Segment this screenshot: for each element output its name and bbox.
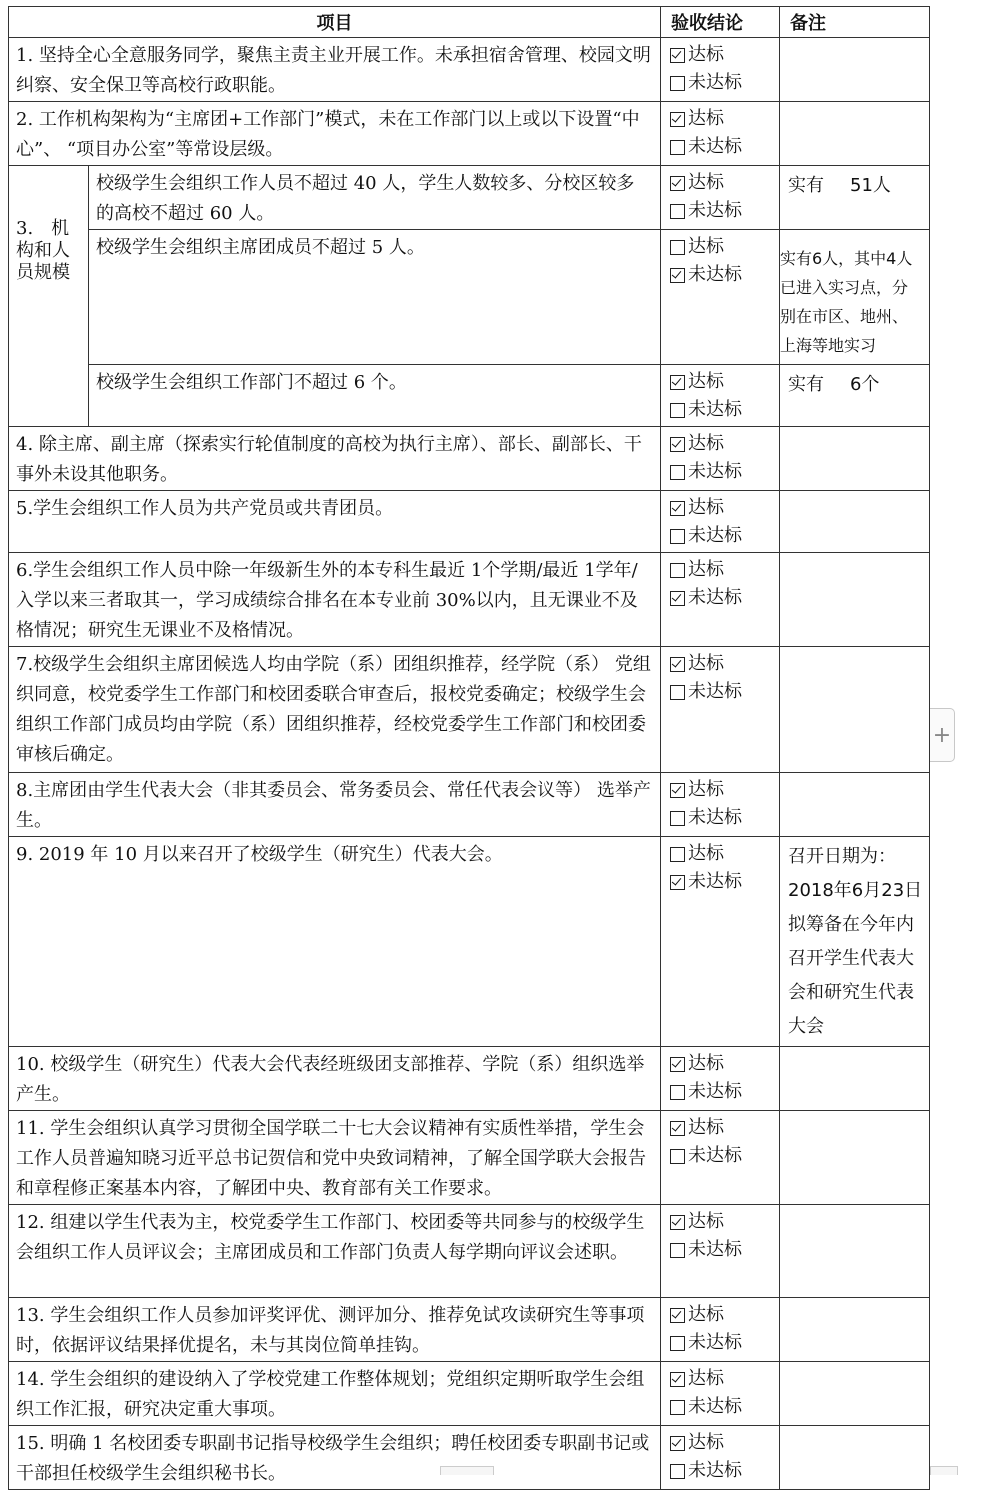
empty-box-icon[interactable]: [670, 1336, 685, 1351]
table-row: [9, 1426, 930, 1490]
checkbox-label: 未达标: [688, 136, 742, 157]
checked-box-icon[interactable]: [670, 1372, 685, 1387]
checkbox-fail[interactable]: [670, 1329, 779, 1357]
checkbox-fail[interactable]: [670, 69, 779, 97]
checkbox-label: 达标: [688, 1117, 724, 1138]
empty-box-icon[interactable]: [670, 140, 685, 155]
empty-box-icon[interactable]: [670, 76, 685, 91]
result-cell: [661, 230, 780, 365]
checkbox-pass[interactable]: [670, 105, 779, 133]
result-cell: [661, 38, 780, 102]
checkbox-pass[interactable]: [670, 1050, 779, 1078]
checkbox-fail[interactable]: [670, 1393, 779, 1421]
checkbox-label: 未达标: [688, 461, 742, 482]
table-row: [9, 837, 930, 1047]
checked-box-icon[interactable]: [670, 1215, 685, 1230]
note-row: [788, 169, 925, 203]
checkbox-fail[interactable]: [670, 261, 779, 289]
checkbox-label: 达标: [688, 653, 724, 674]
checkbox-label: 未达标: [688, 1239, 742, 1260]
item-text: 校级学生会组织主席团成员不超过 5 人。: [89, 230, 661, 365]
note-cell: [780, 1298, 930, 1362]
empty-box-icon[interactable]: [670, 240, 685, 255]
empty-box-icon[interactable]: [670, 465, 685, 480]
item-text: 15. 明确 1 名校团委专职副书记指导校级学生会组织；聘任校团委专职副书记或干部担任校级学生会组织秘书长。: [9, 1426, 661, 1490]
note-cell: [780, 1205, 930, 1298]
result-cell: [661, 837, 780, 1047]
checked-box-icon[interactable]: [670, 48, 685, 63]
result-cell: [661, 491, 780, 553]
checkbox-pass[interactable]: [670, 1301, 779, 1329]
checkbox-pass[interactable]: [670, 1208, 779, 1236]
table-row: [9, 491, 930, 553]
result-cell: [661, 1362, 780, 1426]
checkbox-pass[interactable]: [670, 1365, 779, 1393]
checked-box-icon[interactable]: [670, 176, 685, 191]
result-cell: [661, 166, 780, 230]
table-row: [9, 1111, 930, 1205]
checked-box-icon[interactable]: [670, 875, 685, 890]
checkbox-label: 达标: [688, 236, 724, 257]
note-line: 2018年6月23日: [788, 880, 923, 901]
empty-box-icon[interactable]: [670, 685, 685, 700]
checkbox-label: 达标: [688, 1368, 724, 1389]
note-cell: [780, 427, 930, 491]
checkbox-label: 达标: [688, 108, 724, 129]
note-line: 大会: [788, 1016, 824, 1037]
checkbox-fail[interactable]: [670, 133, 779, 161]
category-cell: 3. 机构和人员规模: [9, 166, 89, 427]
checkbox-label: 达标: [688, 843, 724, 864]
item-text: 7.校级学生会组织主席团候选人均由学院（系）团组织推荐，经学院（系） 党组织同意，校党委学生工作部门和校团委联合审查后，报校党委确定；校级学生会组织工作部门成员均由学院（系）团组织推荐，经校党委学生工作部门和校团委审核后确定。: [9, 647, 661, 773]
item-text: 6.学生会组织工作人员中除一年级新生外的本专科生最近 1个学期/最近 1学年/入学以来三者取其一，学习成绩综合排名在本专业前 30%以内，且无课业不及格情况；研究生无课业不及格情况。: [9, 553, 661, 647]
note-cell: [780, 553, 930, 647]
table-row: [9, 553, 930, 647]
checked-box-icon[interactable]: [670, 268, 685, 283]
checkbox-pass[interactable]: [670, 494, 779, 522]
checkbox-pass[interactable]: [670, 1429, 779, 1457]
table-row: [9, 102, 930, 166]
checkbox-pass[interactable]: [670, 368, 779, 396]
checkbox-fail[interactable]: [670, 458, 779, 486]
checkbox-fail[interactable]: [670, 197, 779, 225]
empty-box-icon[interactable]: [670, 847, 685, 862]
note-cell: [780, 647, 930, 773]
checkbox-label: 达标: [688, 559, 724, 580]
checkbox-pass[interactable]: [670, 840, 779, 868]
empty-box-icon[interactable]: [670, 1243, 685, 1258]
empty-box-icon[interactable]: [670, 204, 685, 219]
header-item: 项目: [9, 7, 661, 38]
checkbox-label: 达标: [688, 44, 724, 65]
note-line: 上海等地实习: [780, 336, 877, 355]
checkbox-label: 未达标: [688, 399, 742, 420]
result-cell: [661, 1111, 780, 1205]
item-text: 1. 坚持全心全意服务同学，聚焦主责主业开展工作。未承担宿舍管理、校园文明纠察、安全保卫等高校行政职能。: [9, 38, 661, 102]
checkbox-fail[interactable]: [670, 1457, 779, 1485]
checkbox-pass[interactable]: [670, 169, 779, 197]
checkbox-label: 未达标: [688, 264, 742, 285]
checkbox-label: 未达标: [688, 525, 742, 546]
result-cell: [661, 553, 780, 647]
checkbox-label: 达标: [688, 172, 724, 193]
note-line: 拟筹备在今年内: [788, 914, 914, 935]
checkbox-label: 达标: [688, 1053, 724, 1074]
note-cell: [780, 837, 930, 1047]
note-cell: [780, 491, 930, 553]
item-text: 9. 2019 年 10 月以来召开了校级学生（研究生）代表大会。: [9, 837, 661, 1047]
checkbox-label: 未达标: [688, 1460, 742, 1481]
result-cell: [661, 102, 780, 166]
empty-box-icon[interactable]: [670, 1149, 685, 1164]
checked-box-icon[interactable]: [670, 1308, 685, 1323]
note-cell: [780, 1426, 930, 1490]
result-cell: [661, 1298, 780, 1362]
table-row: [9, 166, 930, 230]
note-cell: [780, 230, 930, 365]
note-line: 实有6人，其中4人: [780, 249, 913, 268]
empty-box-icon[interactable]: [670, 403, 685, 418]
checkbox-label: 达标: [688, 433, 724, 454]
table-row: [9, 1047, 930, 1111]
checkbox-label: 未达标: [688, 807, 742, 828]
header-result: 验收结论: [661, 7, 780, 38]
checkbox-label: 未达标: [688, 1081, 742, 1102]
result-cell: [661, 1047, 780, 1111]
checkbox-pass[interactable]: [670, 556, 779, 584]
checked-box-icon[interactable]: [670, 657, 685, 672]
checkbox-pass[interactable]: [670, 430, 779, 458]
table-row: [9, 1362, 930, 1426]
header-row: [9, 7, 930, 38]
note-cell: [780, 166, 930, 230]
checkbox-label: 未达标: [688, 587, 742, 608]
empty-box-icon[interactable]: [670, 1464, 685, 1479]
note-cell: [780, 773, 930, 837]
acceptance-table: [8, 6, 930, 1490]
checkbox-fail[interactable]: [670, 1078, 779, 1106]
checkbox-label: 未达标: [688, 72, 742, 93]
table-row: [9, 230, 930, 365]
note-cell: [780, 102, 930, 166]
checkbox-pass[interactable]: [670, 41, 779, 69]
checked-box-icon[interactable]: [670, 501, 685, 516]
empty-box-icon[interactable]: [670, 1400, 685, 1415]
note-value: 51人: [850, 175, 891, 196]
note-value: 6个: [850, 374, 880, 395]
table-row: [9, 1205, 930, 1298]
checked-box-icon[interactable]: [670, 1057, 685, 1072]
note-line: 召开学生代表大: [788, 948, 914, 969]
result-cell: [661, 1205, 780, 1298]
checkbox-fail[interactable]: [670, 522, 779, 550]
note-label: 实有: [788, 175, 824, 196]
checkbox-fail[interactable]: [670, 396, 779, 424]
note-cell: [780, 365, 930, 427]
checkbox-label: 达标: [688, 371, 724, 392]
item-text: 10. 校级学生（研究生）代表大会代表经班级团支部推荐、学院（系）组织选举产生。: [9, 1047, 661, 1111]
checkbox-label: 未达标: [688, 1145, 742, 1166]
table-row: [9, 1298, 930, 1362]
note-line: 会和研究生代表: [788, 982, 914, 1003]
header-note: 备注: [780, 7, 930, 38]
checkbox-fail[interactable]: [670, 1142, 779, 1170]
item-text: 12. 组建以学生代表为主，校党委学生工作部门、校团委等共同参与的校级学生会组织工作人员评议会；主席团成员和工作部门负责人每学期向评议会述职。: [9, 1205, 661, 1298]
checkbox-fail[interactable]: [670, 868, 779, 896]
checked-box-icon[interactable]: [670, 783, 685, 798]
checkbox-pass[interactable]: [670, 233, 779, 261]
note-cell: [780, 1111, 930, 1205]
note-label: 实有: [788, 374, 824, 395]
result-cell: [661, 365, 780, 427]
checked-box-icon[interactable]: [670, 591, 685, 606]
result-cell: [661, 773, 780, 837]
checkbox-label: 未达标: [688, 681, 742, 702]
checkbox-fail[interactable]: [670, 1236, 779, 1264]
item-text: 11. 学生会组织认真学习贯彻全国学联二十七大会议精神有实质性举措，学生会工作人员普遍知晓习近平总书记贺信和党中央致词精神，了解全国学联大会报告和章程修正案基本内容，了解团中央、教育部有关工作要求。: [9, 1111, 661, 1205]
checked-box-icon[interactable]: [670, 375, 685, 390]
note-cell: [780, 1047, 930, 1111]
checkbox-pass[interactable]: [670, 776, 779, 804]
empty-box-icon[interactable]: [670, 529, 685, 544]
item-text: 校级学生会组织工作部门不超过 6 个。: [89, 365, 661, 427]
checked-box-icon[interactable]: [670, 1121, 685, 1136]
checkbox-label: 达标: [688, 779, 724, 800]
result-cell: [661, 1426, 780, 1490]
checkbox-pass[interactable]: [670, 650, 779, 678]
item-text: 8.主席团由学生代表大会（非其委员会、常务委员会、常任代表会议等） 选举产生。: [9, 773, 661, 837]
item-text: 4. 除主席、副主席（探索实行轮值制度的高校为执行主席）、部长、副部长、干事外未设其他职务。: [9, 427, 661, 491]
checkbox-fail[interactable]: [670, 804, 779, 832]
item-text: 14. 学生会组织的建设纳入了学校党建工作整体规划；党组织定期听取学生会组织工作汇报，研究决定重大事项。: [9, 1362, 661, 1426]
checkbox-label: 达标: [688, 1432, 724, 1453]
result-cell: [661, 427, 780, 491]
note-row: [788, 368, 925, 402]
empty-box-icon[interactable]: [670, 563, 685, 578]
checked-box-icon[interactable]: [670, 1436, 685, 1451]
checkbox-fail[interactable]: [670, 678, 779, 706]
checked-box-icon[interactable]: [670, 437, 685, 452]
item-text: 5.学生会组织工作人员为共产党员或共青团员。: [9, 491, 661, 553]
result-cell: [661, 647, 780, 773]
checkbox-label: 未达标: [688, 200, 742, 221]
note-line: 别在市区、地州、: [780, 307, 909, 326]
note-line: 已进入实习点，分: [780, 278, 909, 297]
table-row: [9, 365, 930, 427]
note-cell: [780, 1362, 930, 1426]
add-icon[interactable]: +: [930, 708, 955, 762]
checkbox-label: 未达标: [688, 1396, 742, 1417]
checkbox-label: 达标: [688, 1304, 724, 1325]
item-text: 校级学生会组织工作人员不超过 40 人，学生人数较多、分校区较多的高校不超过 60 人。: [89, 166, 661, 230]
checked-box-icon[interactable]: [670, 112, 685, 127]
note-line: 召开日期为：: [788, 846, 896, 867]
table-row: [9, 647, 930, 773]
empty-box-icon[interactable]: [670, 1085, 685, 1100]
checkbox-pass[interactable]: [670, 1114, 779, 1142]
item-text: 13. 学生会组织工作人员参加评奖评优、测评加分、推荐免试攻读研究生等事项时，依据评议结果择优提名，未与其岗位简单挂钩。: [9, 1298, 661, 1362]
checkbox-label: 未达标: [688, 871, 742, 892]
checkbox-label: 达标: [688, 497, 724, 518]
table-row: [9, 38, 930, 102]
table-row: [9, 427, 930, 491]
checkbox-label: 未达标: [688, 1332, 742, 1353]
table-row: [9, 773, 930, 837]
empty-box-icon[interactable]: [670, 811, 685, 826]
item-text: 2. 工作机构架构为“主席团+工作部门”模式，未在工作部门以上或以下设置“中心”、 “项目办公室”等常设层级。: [9, 102, 661, 166]
checkbox-label: 达标: [688, 1211, 724, 1232]
note-cell: [780, 38, 930, 102]
checkbox-fail[interactable]: [670, 584, 779, 612]
